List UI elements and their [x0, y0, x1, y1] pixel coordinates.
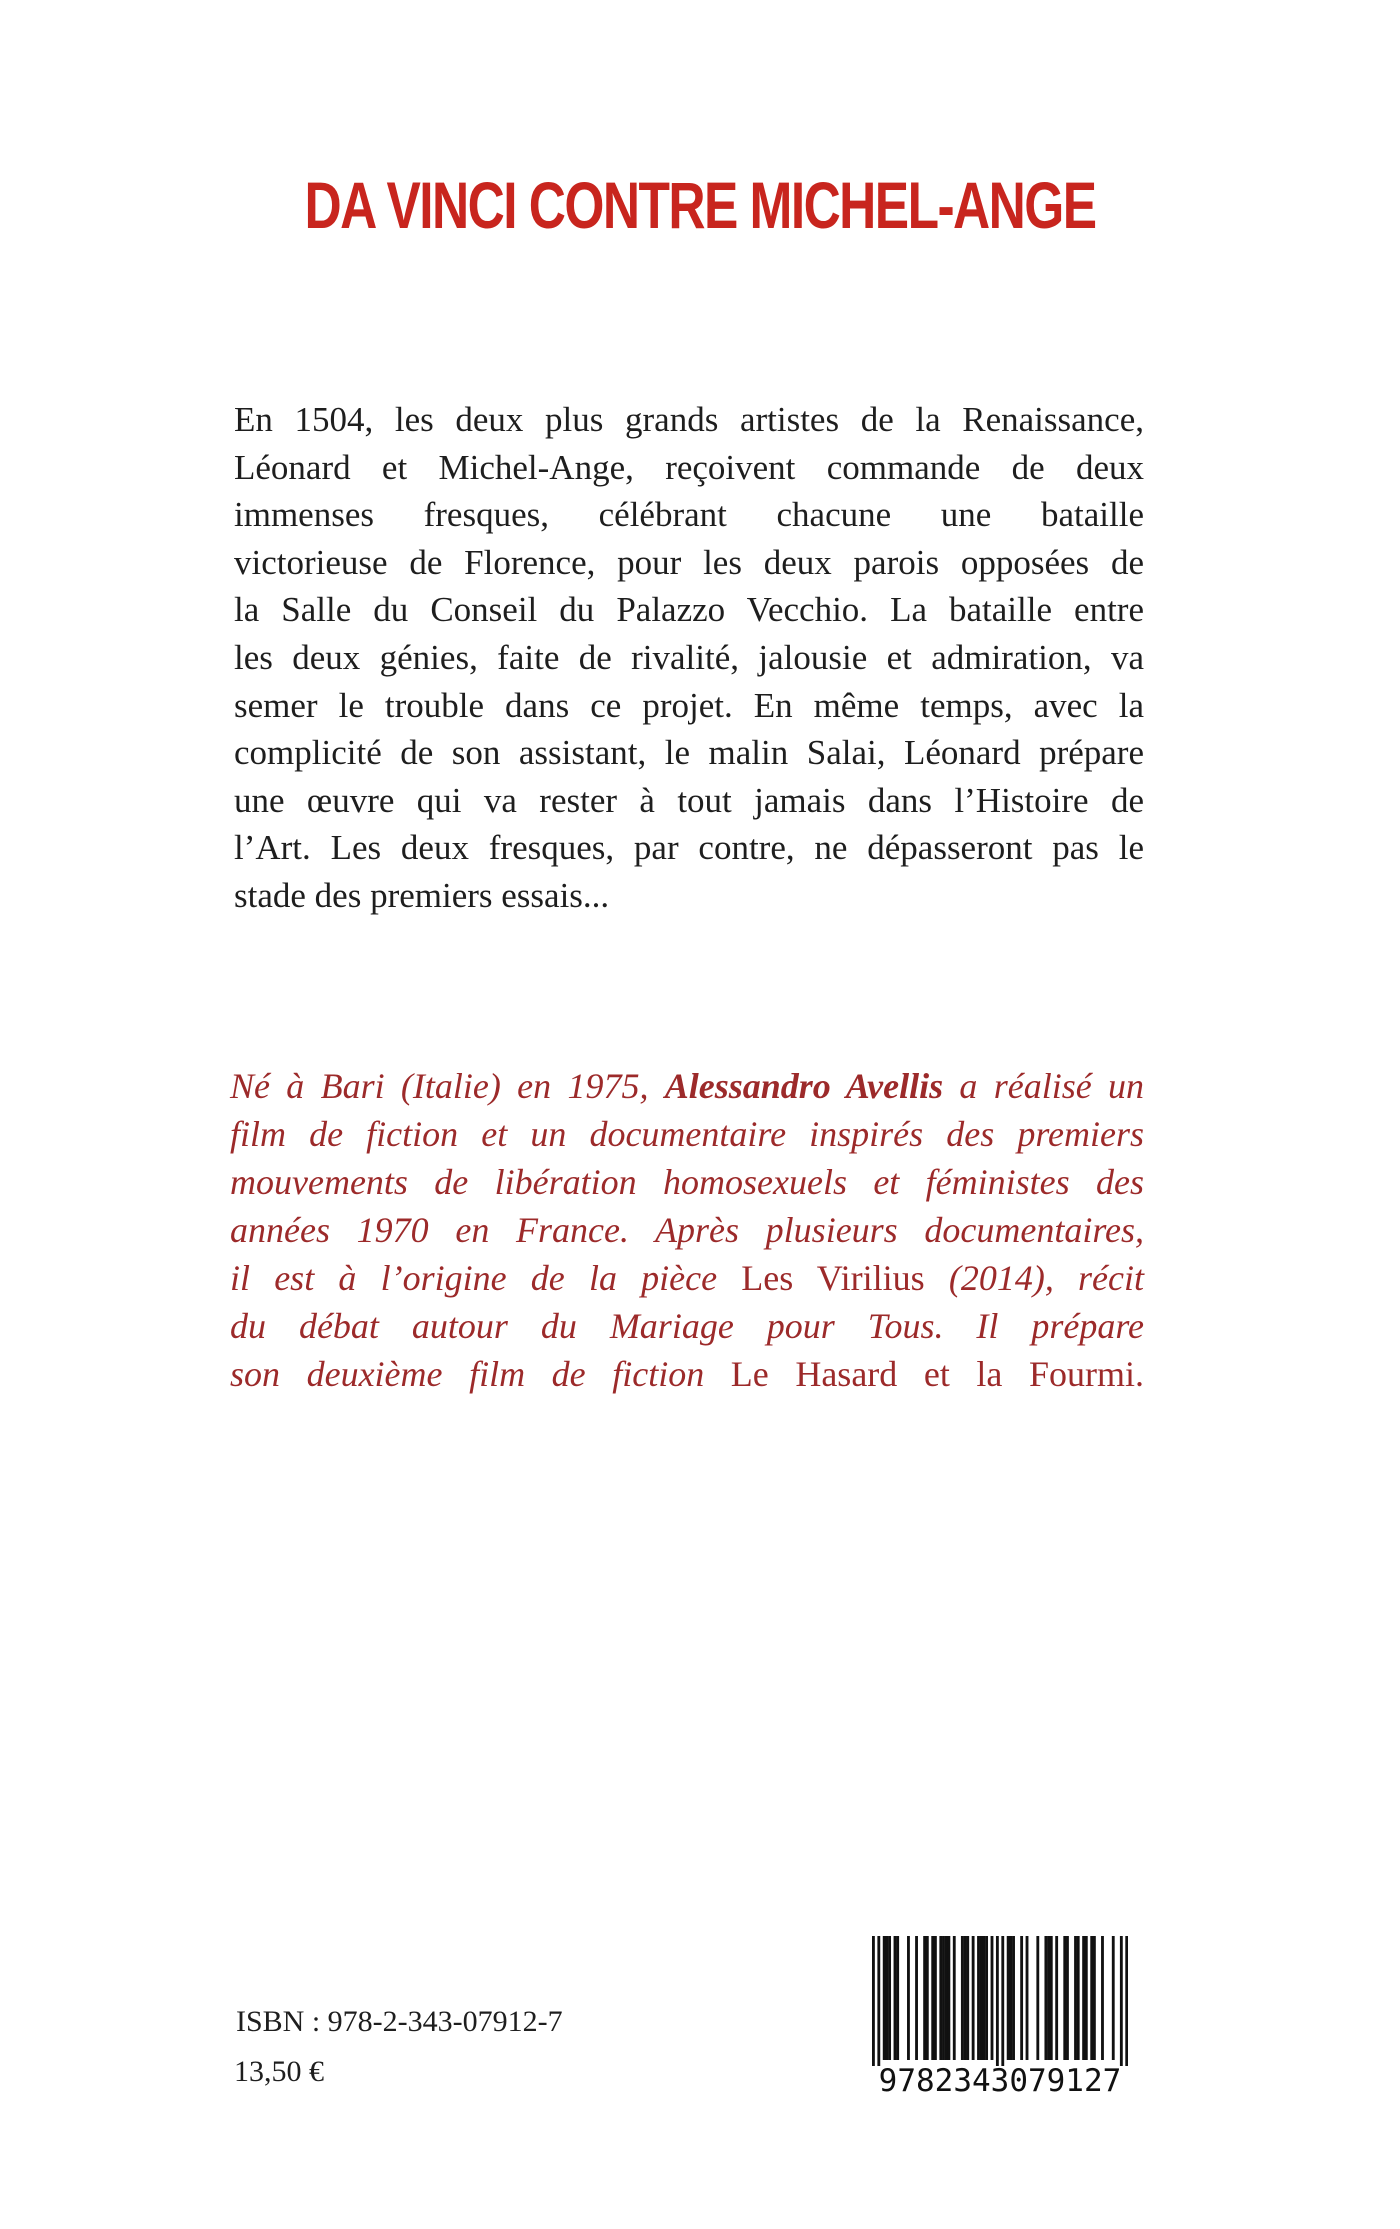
summary-line: les deux génies, faite de rivalité, jalousie et admiration, va — [234, 637, 1144, 677]
barcode-bar — [1036, 1936, 1039, 2060]
bio-text: son deuxième film de fiction — [230, 1354, 731, 1394]
isbn-label: ISBN : 978-2-343-07912-7 — [236, 2005, 563, 2038]
barcode-bar — [888, 1936, 891, 2060]
barcode-bar — [934, 1936, 937, 2060]
barcode-bar — [985, 1936, 988, 2060]
bio-line — [230, 1062, 1144, 1110]
barcode — [854, 1928, 1146, 2108]
bio-line: années 1970 en France. Après plusieurs documentaires, — [230, 1210, 1144, 1250]
bio-text: a réalisé un — [943, 1066, 1144, 1106]
barcode-bar — [1012, 1936, 1015, 2060]
author-bio — [230, 1062, 1144, 1398]
barcode-bar — [1055, 1936, 1058, 2060]
barcode-bar — [1044, 1936, 1047, 2060]
barcode-bar — [1063, 1936, 1066, 2060]
barcode-bar — [961, 1936, 964, 2060]
barcode-bar — [1001, 1936, 1004, 2066]
barcode-bar — [1007, 1936, 1010, 2060]
barcode-bar — [1009, 1936, 1012, 2060]
bio-text: il est à l’origine de la pièce — [230, 1258, 742, 1298]
summary-line: stade des premiers essais... — [234, 875, 610, 915]
bio-text: Né à Bari (Italie) en 1975, — [230, 1066, 665, 1106]
barcode-digits: 9782343079127 — [878, 2063, 1122, 2099]
barcode-bar — [1050, 1936, 1053, 2060]
bio-line — [230, 1254, 1144, 1302]
barcode-bar — [926, 1936, 929, 2060]
barcode-bar — [945, 1936, 948, 2060]
barcode-bar — [1066, 1936, 1069, 2060]
barcode-bar — [977, 1936, 980, 2060]
barcode-bar — [1074, 1936, 1077, 2060]
barcode-bar — [883, 1936, 886, 2060]
barcode-bar — [982, 1936, 985, 2060]
barcode-bar — [877, 1936, 880, 2066]
summary-line: Léonard et Michel-Ange, reçoivent commande de deux — [234, 447, 1144, 487]
bio-line: film de fiction et un documentaire inspirés des premiers — [230, 1114, 1144, 1154]
barcode-bar — [931, 1936, 934, 2060]
barcode-bar — [953, 1936, 956, 2060]
barcode-bar — [1085, 1936, 1088, 2060]
summary-line: une œuvre qui va rester à tout jamais dans l’Histoire de — [234, 780, 1144, 820]
barcode-bar — [942, 1936, 945, 2060]
summary-line: En 1504, les deux plus grands artistes de la Renaissance, — [234, 400, 1144, 439]
barcode-bar — [885, 1936, 888, 2060]
barcode-bar — [1120, 1936, 1123, 2066]
barcode-bar — [872, 1936, 875, 2066]
barcode-bar — [1090, 1936, 1093, 2060]
author-name: Alessandro Avellis — [664, 1066, 944, 1106]
book-summary — [234, 396, 1144, 920]
barcode-bar — [1020, 1936, 1023, 2060]
barcode-bar — [1093, 1936, 1096, 2060]
summary-line: complicité de son assistant, le malin Salai, Léonard prépare — [234, 733, 1144, 773]
summary-line: la Salle du Conseil du Palazzo Vecchio. La bataille entre — [234, 590, 1144, 630]
barcode-bar — [991, 1936, 994, 2060]
price-label: 13,50 € — [234, 2055, 324, 2088]
barcode-bar — [1026, 1936, 1029, 2060]
barcode-bar — [1082, 1936, 1085, 2060]
summary-line: victorieuse de Florence, pour les deux parois opposées de — [234, 542, 1144, 582]
book-title: DA VINCI CONTRE MICHEL-ANGE — [304, 168, 1096, 242]
barcode-bar — [894, 1936, 897, 2060]
barcode-bar — [907, 1936, 910, 2060]
bio-line — [230, 1350, 1144, 1398]
barcode-bar — [964, 1936, 967, 2060]
bio-text: (2014), récit — [924, 1258, 1144, 1298]
barcode-bar — [915, 1936, 918, 2060]
barcode-bar — [996, 1936, 999, 2066]
barcode-bar — [1077, 1936, 1080, 2060]
barcode-bar — [966, 1936, 969, 2060]
barcode-bar — [896, 1936, 899, 2060]
barcode-bar — [1101, 1936, 1104, 2060]
summary-line: semer le trouble dans ce projet. En même temps, avec la — [234, 685, 1144, 725]
play-title: Les Virilius — [741, 1258, 925, 1298]
barcode-bar — [980, 1936, 983, 2060]
barcode-bars — [872, 1936, 1128, 2066]
barcode-bar — [972, 1936, 975, 2060]
summary-line: l’Art. Les deux fresques, par contre, ne dépasseront pas le — [234, 828, 1144, 868]
summary-line: immenses fresques, célébrant chacune une bataille — [234, 495, 1144, 535]
barcode-bar — [1047, 1936, 1050, 2060]
barcode-bar — [947, 1936, 950, 2060]
bio-line: mouvements de libération homosexuels et féministes des — [230, 1162, 1144, 1202]
barcode-bar — [923, 1936, 926, 2060]
barcode-bar — [1125, 1936, 1128, 2066]
barcode-bar — [939, 1936, 942, 2060]
film-title: Le Hasard et la Fourmi. — [730, 1354, 1144, 1394]
bio-line: du débat autour du Mariage pour Tous. Il prépare — [230, 1306, 1144, 1346]
barcode-bar — [1112, 1936, 1115, 2060]
